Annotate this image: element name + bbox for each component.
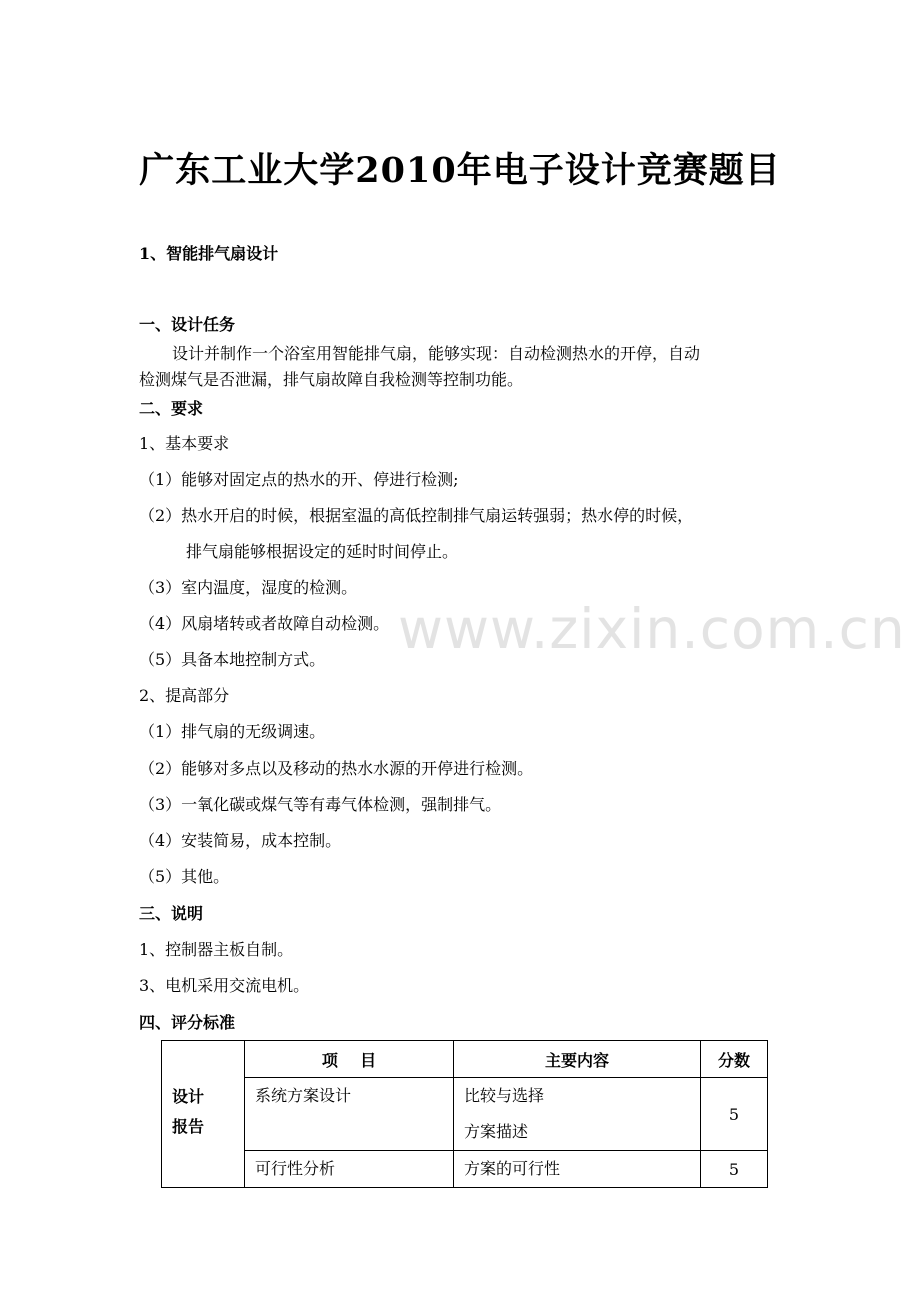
- table-content-cell: [454, 1078, 701, 1151]
- table-item-text: 系统方案设计: [255, 1086, 352, 1105]
- task-paragraph-line2: 检测煤气是否泄漏，排气扇故障自我检测等控制功能。: [139, 370, 524, 389]
- advanced-requirements-heading: 2、提高部分: [139, 686, 230, 705]
- table-category-cell: [162, 1078, 245, 1188]
- note-item: 3、电机采用交流电机。: [139, 976, 310, 995]
- table-header-item: 项 目: [245, 1041, 454, 1078]
- table-row: [162, 1078, 768, 1151]
- note-item: 1、控制器主板自制。: [139, 940, 294, 959]
- basic-requirement-item: （1）能够对固定点的热水的开、停进行检测;: [139, 470, 459, 489]
- table-content-line1: 方案的可行性: [464, 1159, 561, 1178]
- table-header-blank: [162, 1041, 245, 1078]
- scoring-heading: 四、评分标准: [139, 1013, 236, 1032]
- basic-requirements-heading: 1、基本要求: [139, 434, 230, 453]
- table-header-score: 分数: [701, 1041, 768, 1078]
- table-content-cell: [454, 1151, 701, 1188]
- table-header-row: [162, 1041, 768, 1078]
- watermark: www.zixin.com.cn: [398, 597, 906, 661]
- advanced-requirement-item: （3）一氧化碳或煤气等有毒气体检测，强制排气。: [139, 795, 502, 814]
- scoring-table: [161, 1040, 768, 1188]
- requirements-heading: 二、要求: [139, 399, 204, 418]
- basic-requirement-item-continued: 排气扇能够根据设定的延时时间停止。: [186, 542, 459, 561]
- category-label-line2: 报告: [172, 1117, 205, 1137]
- table-score-cell: 5: [701, 1078, 768, 1151]
- basic-requirement-item: （2）热水开启的时候，根据室温的高低控制排气扇运转强弱；热水停的时候，: [139, 506, 694, 525]
- notes-heading: 三、说明: [139, 904, 204, 923]
- basic-requirement-item: （3）室内温度，湿度的检测。: [139, 578, 358, 597]
- table-row: [162, 1151, 768, 1188]
- table-score-cell: 5: [701, 1151, 768, 1188]
- table-content-line2: 方案描述: [464, 1122, 529, 1141]
- advanced-requirement-item: （1）排气扇的无级调速。: [139, 722, 326, 741]
- table-item-text: 可行性分析: [255, 1159, 336, 1178]
- table-content-line1: 比较与选择: [464, 1086, 545, 1105]
- basic-requirement-item: （4）风扇堵转或者故障自动检测。: [139, 614, 390, 633]
- task-heading: 一、设计任务: [139, 315, 236, 334]
- advanced-requirement-item: （5）其他。: [139, 867, 230, 886]
- page-title: 广东工业大学2010年电子设计竞赛题目: [139, 150, 781, 191]
- task-paragraph-line1: 设计并制作一个浴室用智能排气扇，能够实现：自动检测热水的开停，自动: [172, 344, 701, 363]
- table-header-content: 主要内容: [454, 1041, 701, 1078]
- table-item-cell: [245, 1151, 454, 1188]
- advanced-requirement-item: （4）安装简易，成本控制。: [139, 831, 342, 850]
- problem-title: 1、智能排气扇设计: [139, 244, 279, 263]
- basic-requirement-item: （5）具备本地控制方式。: [139, 650, 326, 669]
- table-item-cell: [245, 1078, 454, 1151]
- category-label-line1: 设计: [172, 1087, 205, 1107]
- advanced-requirement-item: （2）能够对多点以及移动的热水水源的开停进行检测。: [139, 759, 534, 778]
